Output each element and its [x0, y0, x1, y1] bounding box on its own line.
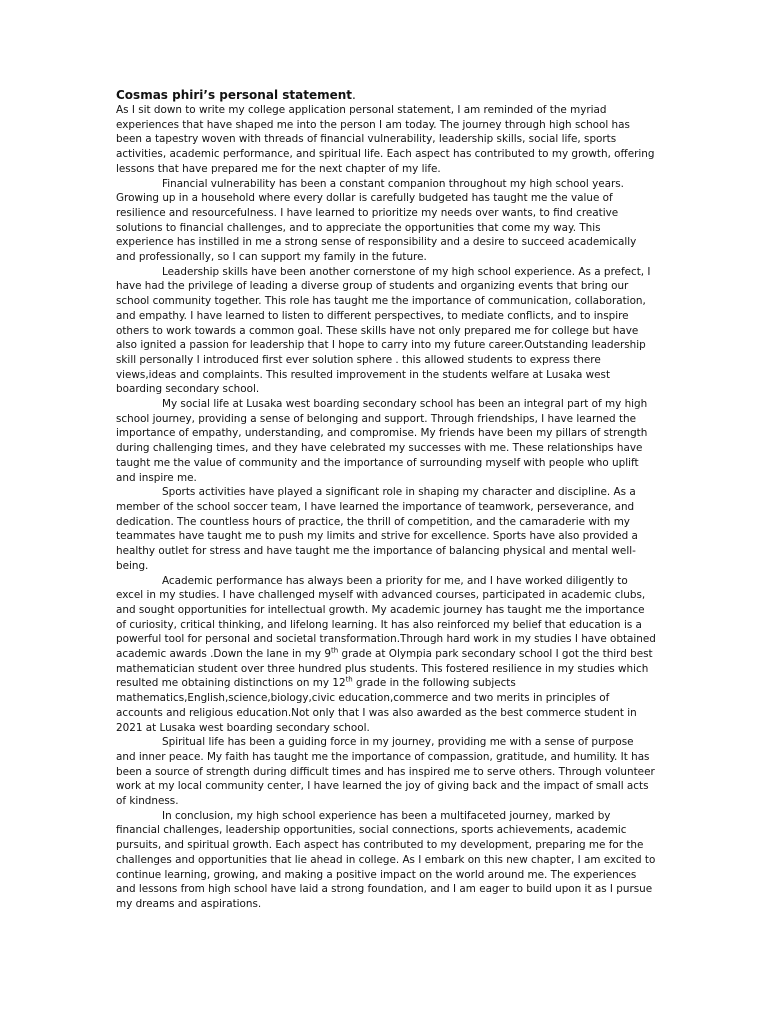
paragraph-leadership: Leadership skills have been another cornerstone of my high school experience. As a prefect, I have had the privilege of leading a diverse group of students and organizing events that bring our school community together. This role has taught me the importance of communication, collaboration, and empathy. I have learned to listen to different perspectives, to mediate conflicts, and to inspire others to work towards a common goal. These skills have not only prepared me for college but have also ignited a passion for leadership that I hope to carry into my future career.Outstanding leadership skill personally I introduced first ever solution sphere . this allowed students to express there views,ideas and complaints. This resulted improvement in the students welfare at Lusaka west boarding secondary school.	[116, 265, 651, 396]
academic-text-c: grade in the following subjects mathematics,English,science,biology,civic education,commerce and two merits in principles of accounts and religious education.Not only that I was also awarded as the best commerce student in 2021 at Lusaka west boarding secondary school.	[116, 677, 637, 734]
document-title: Cosmas phiri’s personal statement	[116, 88, 353, 102]
title-punctuation: .	[352, 88, 356, 102]
paragraph-sports: Sports activities have played a significant role in shaping my character and discipline. As a member of the school soccer team, I have learned the importance of teamwork, perseverance, and dedication. The countless hours of practice, the thrill of competition, and the camaraderie with my teammates have taught me to push my limits and strive for excellence. Sports have also provided a healthy outlet for stress and have taught me the importance of balancing physical and mental well-being.	[116, 486, 638, 572]
academic-text-b: grade at Olympia park secondary school I got the third best mathematician student over three hundred plus students. This fostered resilience in my studies which resulted me obtaining distinctions on my 12	[116, 648, 653, 690]
paragraph-social: My social life at Lusaka west boarding secondary school has been an integral part of my high school journey, providing a sense of belonging and support. Through friendships, I have learned the importance of empathy, understanding, and compromise. My friends have been my pillars of strength during challenging times, and they have celebrated my successes with me. These relationships have taught me the value of community and the importance of surrounding myself with people who uplift and inspire me.	[116, 398, 648, 484]
ordinal-suffix-12th: th	[345, 675, 353, 684]
academic-text-a: Academic performance has always been a priority for me, and I have worked diligently to excel in my studies. I have challenged myself with advanced courses, participated in academic clubs, and sought opportunities for intellectual growth. My academic journey has taught me the importance of curiosity, critical thinking, and lifelong learning. It has also reinforced my belief that education is a powerful tool for personal and societal transformation.Through hard work in my studies I have obtained academic awards .Down the lane in my 9	[116, 574, 656, 661]
paragraph-academic	[116, 574, 656, 736]
paragraph-financial: Financial vulnerability has been a constant companion throughout my high school years. Growing up in a household where every dollar is carefully budgeted has taught me the value of resilience and resourcefulness. I have learned to prioritize my needs over wants, to find creative solutions to financial challenges, and to appreciate the opportunities that come my way. This experience has instilled in me a strong sense of responsibility and a desire to succeed academically and professionally, so I can support my family in the future.	[116, 177, 637, 264]
document-page	[116, 87, 656, 912]
paragraph-conclusion: In conclusion, my high school experience has been a multifaceted journey, marked by financial challenges, leadership opportunities, social connections, sports achievements, academic pursuits, and spiritual growth. Each aspect has contributed to my development, preparing me for the challenges and opportunities that lie ahead in college. As I embark on this new chapter, I am excited to continue learning, growing, and making a positive impact on the world around me. The experiences and lessons from high school have laid a strong foundation, and I am eager to build upon it as I pursue my dreams and aspirations.	[116, 809, 656, 910]
paragraph-intro: As I sit down to write my college application personal statement, I am reminded of the myriad experiences that have shaped me into the person I am today. The journey through high school has been a tapestry woven with threads of financial vulnerability, leadership skills, social life, sports activities, academic performance, and spiritual life. Each aspect has contributed to my growth, offering lessons that have prepared me for the next chapter of my life.	[116, 104, 655, 175]
title-line	[116, 87, 656, 103]
ordinal-suffix-9th: th	[331, 646, 339, 655]
paragraph-spiritual: Spiritual life has been a guiding force in my journey, providing me with a sense of purpose and inner peace. My faith has taught me the importance of compassion, gratitude, and humility. It has been a source of strength during difficult times and has inspired me to serve others. Through volunteer work at my local community center, I have learned the joy of giving back and the impact of small acts of kindness.	[116, 736, 655, 808]
